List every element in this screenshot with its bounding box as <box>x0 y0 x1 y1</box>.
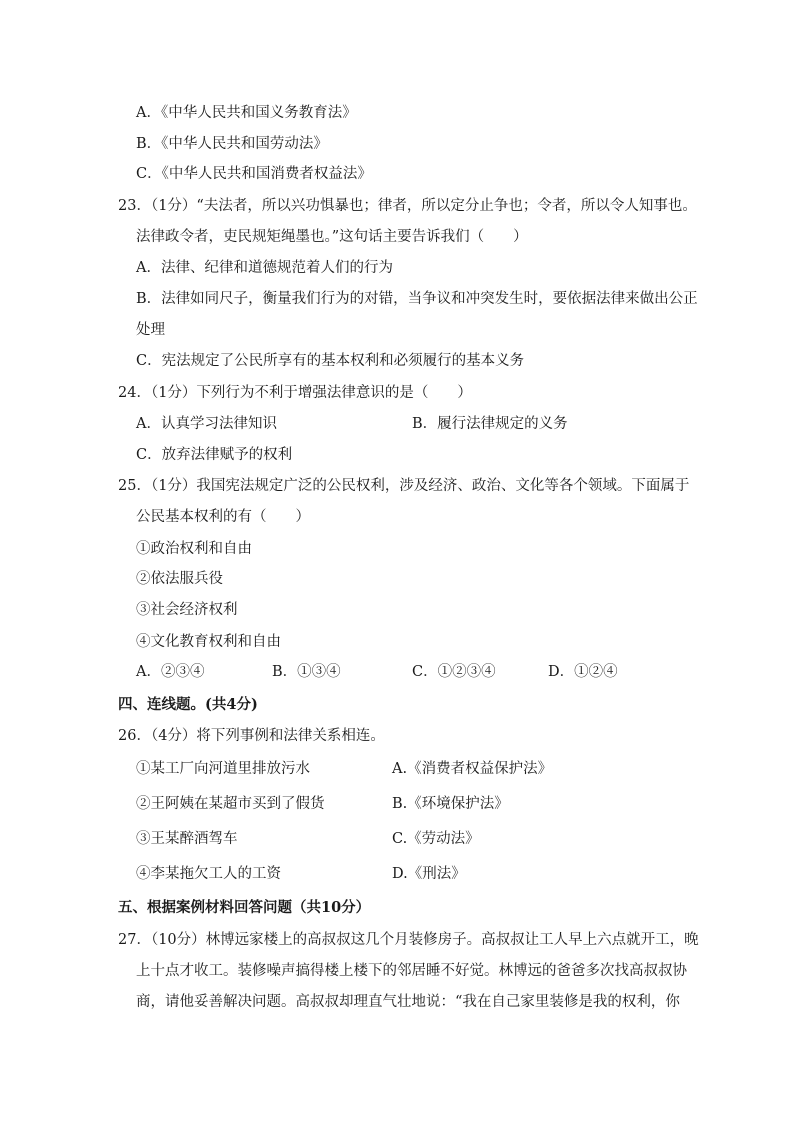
section-4-title: 四、连线题。(共4分) <box>118 696 258 713</box>
q26-left-item: ②王阿姨在某超市买到了假货 <box>136 796 325 812</box>
q23-stem-line-1: 23．（1分）“夫法者，所以兴功惧暴也；律者，所以定分止争也；令者，所以令人知事也。 <box>118 198 697 214</box>
q26-right-item: C.《劳动法》 <box>392 831 480 847</box>
q24-option-b: B．履行法律规定的义务 <box>412 416 568 432</box>
q25-stem-line-2: 公民基本权利的有（ ） <box>136 509 310 525</box>
q23-option-b-line-2: 处理 <box>136 322 165 338</box>
q26-right-item: D.《刑法》 <box>392 866 466 882</box>
q26-left-item: ④李某拖欠工人的工资 <box>136 866 281 882</box>
q25-option-a: A．②③④ <box>136 664 205 680</box>
q22-option-a: A．《中华人民共和国义务教育法》 <box>136 105 357 121</box>
q25-item: ④文化教育权利和自由 <box>136 634 281 650</box>
q26-stem: 26．（4分）将下列事例和法律关系相连。 <box>118 728 385 744</box>
q24-option-a: A．认真学习法律知识 <box>136 416 277 432</box>
q26-right-item: B.《环境保护法》 <box>392 796 509 812</box>
q22-option-b: B．《中华人民共和国劳动法》 <box>136 136 328 152</box>
q25-stem-line-1: 25．（1分）我国宪法规定广泛的公民权利，涉及经济、政治、文化等各个领域。下面属于 <box>118 478 690 494</box>
q25-option-d: D．①②④ <box>548 664 618 680</box>
q27-line-3: 商，请他妥善解决问题。高叔叔却理直气壮地说：“我在自己家里装修是我的权利，你 <box>136 994 680 1010</box>
section-5-title: 五、根据案例材料回答问题（共10分） <box>118 899 371 916</box>
q22-option-c: C．《中华人民共和国消费者权益法》 <box>136 166 372 182</box>
q25-item: ③社会经济权利 <box>136 602 238 618</box>
q23-option-b-line-1: B．法律如同尺子，衡量我们行为的对错，当争议和冲突发生时，要依据法律来做出公正 <box>136 291 698 307</box>
q25-option-b: B．①③④ <box>272 664 341 680</box>
q23-option-a: A．法律、纪律和道德规范着人们的行为 <box>136 260 393 276</box>
q26-right-item: A.《消费者权益保护法》 <box>392 761 553 777</box>
q25-option-c: C．①②③④ <box>412 664 496 680</box>
q27-line-1: 27．（10分）林博远家楼上的高叔叔这几个月装修房子。高叔叔让工人早上六点就开工，晚 <box>118 932 699 948</box>
q26-left-item: ①某工厂向河道里排放污水 <box>136 761 310 777</box>
q24-option-c: C．放弃法律赋予的权利 <box>136 447 293 463</box>
q24-stem: 24．（1分）下列行为不利于增强法律意识的是（ ） <box>118 385 472 401</box>
q25-item: ①政治权利和自由 <box>136 541 252 557</box>
q27-line-2: 上十点才收工。装修噪声搞得楼上楼下的邻居睡不好觉。林博远的爸爸多次找高叔叔协 <box>136 963 687 979</box>
q23-stem-line-2: 法律政令者，吏民规矩绳墨也。”这句话主要告诉我们（ ） <box>136 229 528 245</box>
q23-option-c: C．宪法规定了公民所享有的基本权利和必须履行的基本义务 <box>136 353 525 369</box>
q26-left-item: ③王某醉酒驾车 <box>136 831 238 847</box>
q25-item: ②依法服兵役 <box>136 571 223 587</box>
